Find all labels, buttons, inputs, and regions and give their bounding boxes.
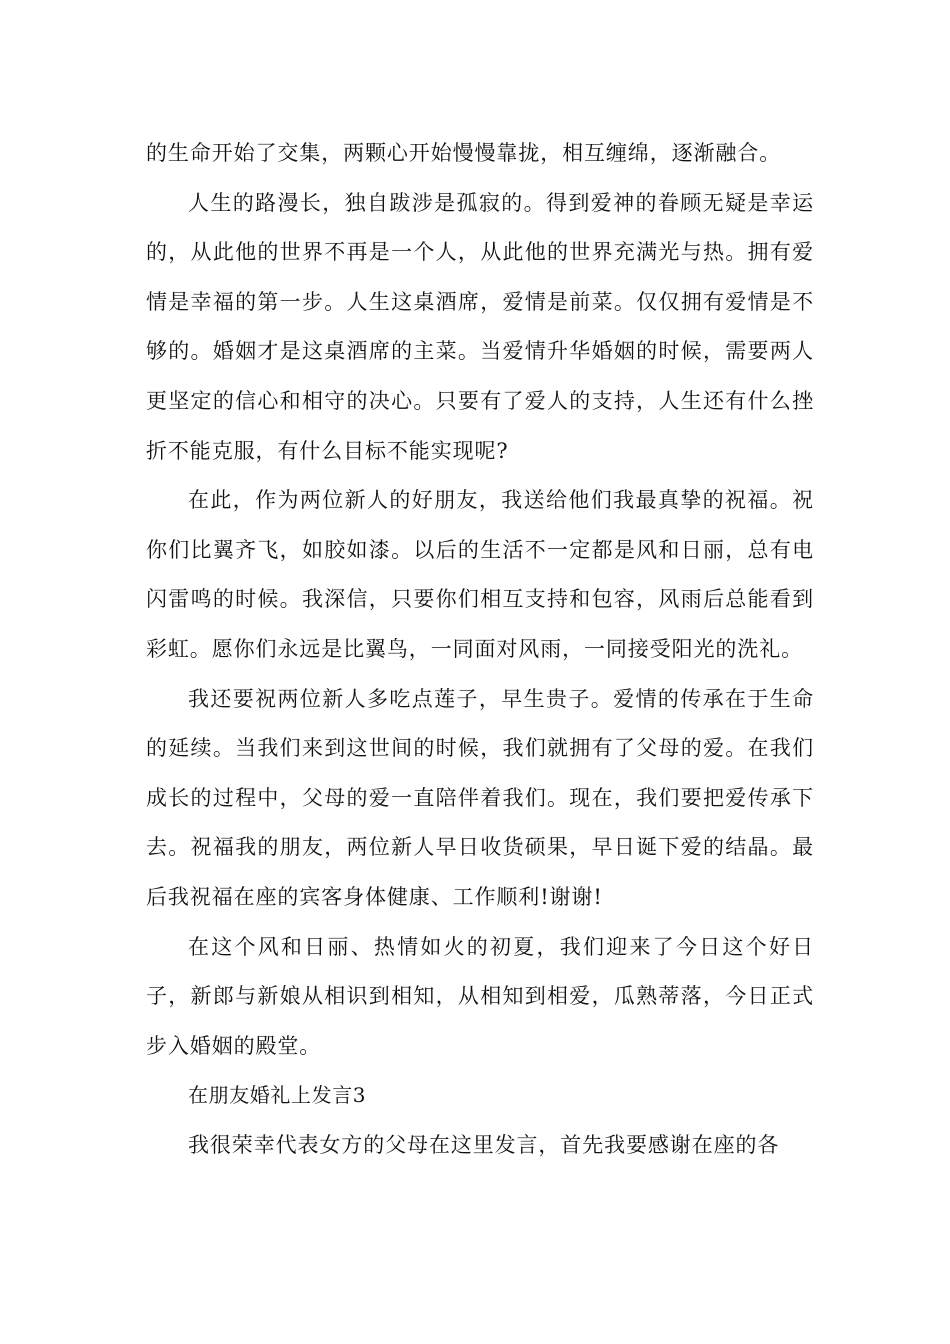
paragraph: 在这个风和日丽、热情如火的初夏，我们迎来了今日这个好日子，新郎与新娘从相识到相知，从相知到相爱，瓜熟蒂落，今日正式步入婚姻的殿堂。 (146, 934, 814, 1058)
paragraph: 人生的路漫长，独自跋涉是孤寂的。得到爱神的眷顾无疑是幸运的，从此他的世界不再是一个人，从此他的世界充满光与热。拥有爱情是幸福的第一步。人生这桌酒席，爱情是前菜。仅仅拥有爱情是不够的。婚姻才是这桌酒席的主菜。当爱情升华婚姻的时候，需要两人更坚定的信心和相守的决心。只要有了爱人的支持，人生还有什么挫折不能克服，有什么目标不能实现呢? (146, 190, 814, 463)
document-body (146, 129, 814, 1170)
paragraph: 我很荣幸代表女方的父母在这里发言，首先我要感谢在座的各 (188, 1132, 780, 1157)
section-heading: 在朋友婚礼上发言3 (188, 1083, 367, 1108)
paragraph: 我还要祝两位新人多吃点莲子，早生贵子。爱情的传承在于生命的延续。当我们来到这世间的时候，我们就拥有了父母的爱。在我们成长的过程中，父母的爱一直陪伴着我们。现在，我们要把爱传承下去。祝福我的朋友，两位新人早日收货硕果，早日诞下爱的结晶。最后我祝福在座的宾客身体健康、工作顺利!谢谢! (146, 686, 814, 909)
paragraph-continued: 的生命开始了交集，两颗心开始慢慢靠拢，相互缠绵，逐渐融合。 (146, 141, 782, 165)
paragraph: 在此，作为两位新人的好朋友，我送给他们我最真挚的祝福。祝你们比翼齐飞，如胶如漆。以后的生活不一定都是风和日丽，总有电闪雷鸣的时候。我深信，只要你们相互支持和包容，风雨后总能看到彩虹。愿你们永远是比翼鸟，一同面对风雨，一同接受阳光的洗礼。 (146, 488, 814, 661)
